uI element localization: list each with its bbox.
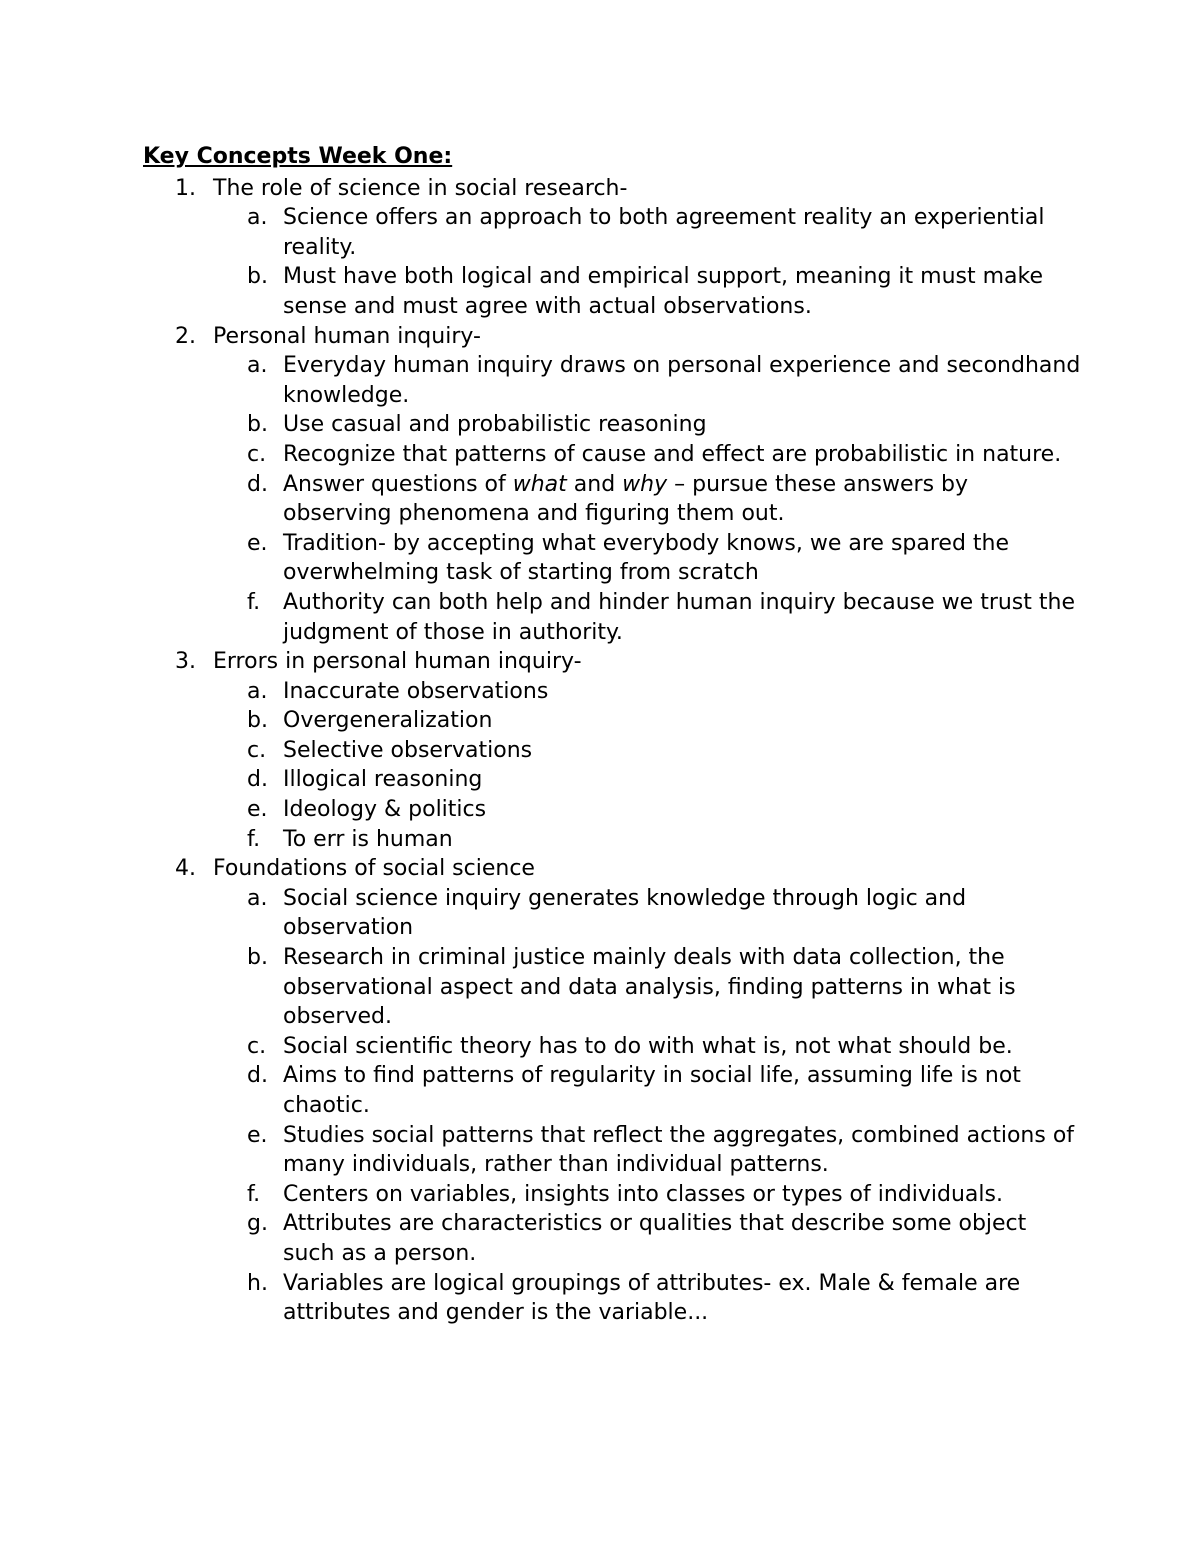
item-letter: a. (247, 885, 268, 911)
item-letter: c. (247, 441, 267, 467)
list-item (213, 1180, 1083, 1210)
item-text (283, 470, 1083, 529)
emphasis-why: why (622, 471, 668, 497)
item-letter: b. (247, 945, 268, 971)
item-letter: a. (247, 205, 268, 231)
document-page (143, 142, 1083, 1328)
item-text: Authority can both help and hinder human inquiry because we trust the judgment of those in authority. (283, 589, 1075, 645)
section-number: 2. (175, 323, 196, 349)
section-title: Personal human inquiry- (213, 323, 481, 349)
list-item (213, 795, 1083, 825)
item-letter: f. (247, 826, 261, 852)
section-title: Foundations of social science (213, 856, 535, 882)
section-number: 1. (175, 175, 196, 201)
item-list (213, 203, 1083, 321)
item-letter: d. (247, 1063, 268, 1089)
item-text: Use casual and probabilistic reasoning (283, 412, 707, 438)
section-social-science-foundations (143, 854, 1083, 1328)
list-item (213, 943, 1083, 1032)
list-item (213, 677, 1083, 707)
item-letter: g. (247, 1211, 268, 1237)
item-letter: a. (247, 353, 268, 379)
item-text: To err is human (283, 826, 453, 852)
list-item (213, 825, 1083, 855)
item-text: Tradition- by accepting what everybody knows, we are spared the overwhelming task of starting from scratch (283, 530, 1010, 586)
item-text: Aims to find patterns of regularity in social life, assuming life is not chaotic. (283, 1063, 1021, 1118)
list-item (213, 706, 1083, 736)
item-text: Recognize that patterns of cause and effect are probabilistic in nature. (283, 441, 1062, 467)
item-list (213, 884, 1083, 1328)
item-text: Ideology & politics (283, 797, 487, 823)
list-item (213, 765, 1083, 795)
item-text: Research in criminal justice mainly deals with data collection, the observational aspect and data analysis, finding patterns in what is observed. (283, 945, 1016, 1030)
item-text: Everyday human inquiry draws on personal experience and secondhand knowledge. (283, 353, 1081, 408)
item-text: Social scientific theory has to do with what is, not what should be. (283, 1033, 1013, 1059)
item-letter: b. (247, 708, 268, 734)
text-run: Answer questions of (283, 471, 513, 497)
item-text: Overgeneralization (283, 708, 493, 734)
list-item (213, 1032, 1083, 1062)
section-number: 4. (175, 856, 196, 882)
list-item (213, 470, 1083, 529)
item-letter: e. (247, 530, 268, 556)
text-run: and (566, 471, 623, 497)
list-item (213, 529, 1083, 588)
item-letter: d. (247, 471, 268, 497)
item-text: Centers on variables, insights into classes or types of individuals. (283, 1181, 1003, 1207)
item-text: Must have both logical and empirical support, meaning it must make sense and must agree with actual observations. (283, 264, 1044, 319)
item-text: Inaccurate observations (283, 678, 549, 704)
text-run: – pursue these answers by observing phenomena and figuring them out. (283, 471, 969, 527)
item-letter: b. (247, 264, 268, 290)
list-item (213, 588, 1083, 647)
item-letter: f. (247, 1181, 261, 1207)
list-item (213, 736, 1083, 766)
item-letter: c. (247, 1033, 267, 1059)
item-letter: h. (247, 1270, 268, 1296)
item-letter: e. (247, 797, 268, 823)
item-text: Illogical reasoning (283, 767, 483, 793)
list-item (213, 203, 1083, 262)
section-title: Errors in personal human inquiry- (213, 649, 582, 675)
item-letter: e. (247, 1122, 268, 1148)
item-list (213, 351, 1083, 647)
item-list (213, 677, 1083, 855)
item-text: Variables are logical groupings of attributes- ex. Male & female are attributes and gender is the variable... (283, 1270, 1021, 1326)
emphasis-what: what (512, 471, 567, 497)
item-letter: f. (247, 589, 261, 615)
list-item (213, 1269, 1083, 1328)
item-text: Social science inquiry generates knowledge through logic and observation (283, 885, 967, 941)
item-letter: a. (247, 678, 268, 704)
item-letter: c. (247, 737, 267, 763)
item-letter: d. (247, 767, 268, 793)
page-title: Key Concepts Week One: (143, 144, 453, 169)
item-text: Studies social patterns that reflect the aggregates, combined actions of many individuals, rather than individual patterns. (283, 1122, 1075, 1178)
section-number: 3. (175, 649, 196, 675)
item-text: Attributes are characteristics or qualities that describe some object such as a person. (283, 1211, 1027, 1266)
item-text: Science offers an approach to both agreement reality an experiential reality. (283, 205, 1045, 260)
section-personal-inquiry (143, 322, 1083, 648)
section-title: The role of science in social research- (213, 175, 628, 201)
section-science-role (143, 174, 1083, 322)
list-item (213, 410, 1083, 440)
item-letter: b. (247, 412, 268, 438)
list-item (213, 884, 1083, 943)
list-item (213, 262, 1083, 321)
list-item (213, 440, 1083, 470)
item-text: Selective observations (283, 737, 533, 763)
list-item (213, 1121, 1083, 1180)
list-item (213, 351, 1083, 410)
section-inquiry-errors (143, 647, 1083, 854)
list-item (213, 1061, 1083, 1120)
list-item (213, 1209, 1083, 1268)
